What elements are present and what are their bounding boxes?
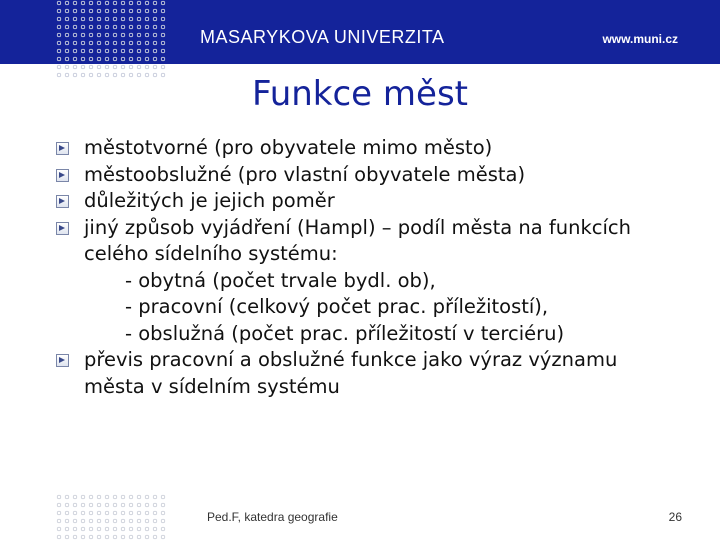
bullet-list bbox=[56, 135, 696, 400]
footer-text: Ped.F, katedra geografie bbox=[207, 510, 338, 524]
slide-title: Funkce měst bbox=[252, 74, 468, 114]
dot-pattern-bottom bbox=[56, 494, 168, 540]
bullet-item bbox=[56, 162, 696, 189]
page-number: 26 bbox=[668, 510, 682, 524]
bullet-item bbox=[56, 135, 696, 162]
university-name: MASARYKOVA UNIVERZITA bbox=[200, 27, 445, 47]
bullet-text: převis pracovní a obslužné funkce jako výraz významu bbox=[84, 348, 618, 371]
bullet-item bbox=[56, 215, 696, 348]
sub-item: - obytná (počet trvale bydl. ob), bbox=[125, 268, 436, 292]
sub-item: - pracovní (celkový počet prac. příležitostí), bbox=[125, 295, 549, 318]
bullet-text: městotvorné (pro obyvatele mimo město) bbox=[84, 136, 493, 159]
bullet-text: celého sídelního systému: bbox=[84, 242, 338, 265]
bullet-icon bbox=[56, 354, 69, 367]
university-url: www.muni.cz bbox=[602, 32, 678, 46]
sub-item: - obslužná (počet prac. příležitostí v terciéru) bbox=[125, 321, 565, 345]
bullet-text: města v sídelním systému bbox=[84, 374, 340, 398]
bullet-text: jiný způsob vyjádření (Hampl) – podíl města na funkcích bbox=[84, 215, 631, 239]
bullet-item bbox=[56, 188, 696, 215]
bullet-icon bbox=[56, 195, 69, 208]
dot-pattern-top bbox=[56, 0, 168, 78]
bullet-item bbox=[56, 347, 696, 400]
bullet-icon bbox=[56, 222, 69, 235]
bullet-icon bbox=[56, 169, 69, 182]
bullet-text: důležitých je jejich poměr bbox=[84, 189, 335, 212]
bullet-icon bbox=[56, 142, 69, 155]
bullet-text: městoobslužné (pro vlastní obyvatele města) bbox=[84, 162, 526, 186]
